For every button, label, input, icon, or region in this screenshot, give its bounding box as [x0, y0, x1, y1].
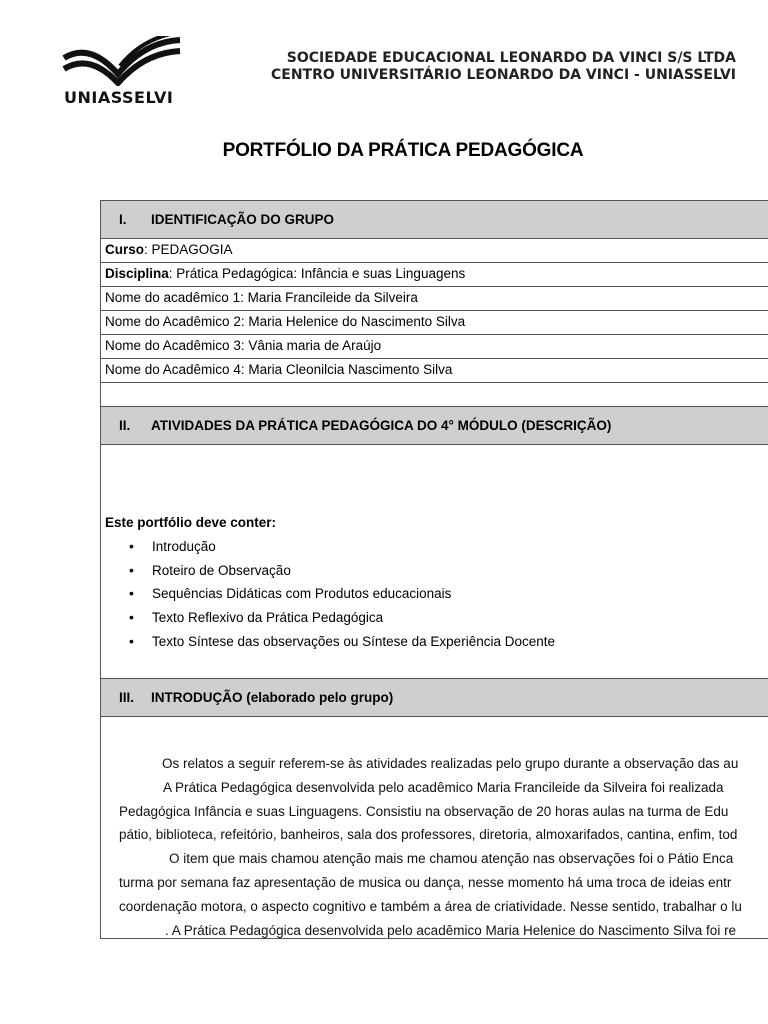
- list-item: • Roteiro de Observação: [101, 559, 555, 583]
- section-number: III.: [119, 690, 135, 705]
- section-3-header: [101, 679, 768, 717]
- list-item: • Texto Síntese das observações ou Síntese da Experiência Docente: [101, 630, 555, 654]
- document-title: PORTFÓLIO DA PRÁTICA PEDAGÓGICA: [222, 140, 584, 161]
- section-2-body: [101, 445, 768, 679]
- paragraph-line: pátio, biblioteca, refeitório, banheiros, sala dos professores, diretoria, almoxarifados, cantina, enfim, tod: [119, 827, 738, 842]
- academico-row: Nome do Acadêmico 2: Maria Helenice do Nascimento Silva: [101, 311, 768, 335]
- org-line-1: SOCIEDADE EDUCACIONAL LEONARDO DA VINCI S/S LTDA: [286, 50, 736, 66]
- org-line-2: CENTRO UNIVERSITÁRIO LEONARDO DA VINCI - UNIASSELVI: [270, 67, 736, 83]
- list-item: • Sequências Didáticas com Produtos educacionais: [101, 582, 555, 606]
- blank-row: [101, 383, 768, 407]
- introduction-body: [101, 717, 768, 939]
- section-number: I.: [119, 212, 127, 227]
- list-item: • Texto Reflexivo da Prática Pedagógica: [101, 606, 555, 630]
- academico-row: Nome do Acadêmico 3: Vânia maria de Araújo: [101, 335, 768, 359]
- paragraph-line: Os relatos a seguir referem-se às atividades realizadas pelo grupo durante a observação das au: [162, 756, 739, 771]
- disciplina-row: [101, 263, 768, 287]
- section-number: II.: [119, 418, 131, 433]
- uniasselvi-logo: [62, 36, 184, 108]
- paragraph-line: coordenação motora, o aspecto cognitivo e também a área de criatividade. Nesse sentido, trabalhar o lu: [119, 899, 742, 914]
- curso-row: [101, 239, 768, 263]
- logo-text: UNIASSELVI: [64, 88, 174, 107]
- academico-row: Nome do Acadêmico 4: Maria Cleonilcia Nascimento Silva: [101, 359, 768, 383]
- section-heading: ATIVIDADES DA PRÁTICA PEDAGÓGICA DO 4° MÓDULO (DESCRIÇÃO): [151, 418, 612, 433]
- paragraph-line: turma por semana faz apresentação de musica ou dança, nesse momento há uma troca de ideias entr: [119, 875, 732, 890]
- section-heading: INTRODUÇÃO (elaborado pelo grupo): [151, 690, 394, 705]
- organization-name: [271, 50, 736, 84]
- paragraph-line: O item que mais chamou atenção mais me chamou atenção nas observações foi o Pátio Enca: [169, 851, 734, 866]
- book-wings-icon: [62, 36, 184, 86]
- disciplina-value: : Prática Pedagógica: Infância e suas Linguagens: [168, 266, 466, 281]
- curso-label: Curso: [105, 242, 145, 257]
- section-heading: IDENTIFICAÇÃO DO GRUPO: [151, 212, 335, 227]
- contain-label: Este portfólio deve conter:: [105, 515, 277, 530]
- section-2-header: [101, 407, 768, 445]
- portfolio-table: [100, 200, 768, 939]
- paragraph-line: Pedagógica Infância e suas Linguagens. Consistiu na observação de 20 horas aulas na turma de Edu: [119, 804, 729, 819]
- disciplina-label: Disciplina: [105, 266, 169, 281]
- list-item: • Introdução: [101, 535, 555, 559]
- curso-value: : PEDAGOGIA: [144, 242, 233, 257]
- academico-row: Nome do acadêmico 1: Maria Francileide da Silveira: [101, 287, 768, 311]
- section-1-header: [101, 201, 768, 239]
- portfolio-items-list: [101, 535, 555, 653]
- paragraph-line: A Prática Pedagógica desenvolvida pelo acadêmico Maria Francileide da Silveira foi realizada: [163, 780, 724, 795]
- paragraph-line: . A Prática Pedagógica desenvolvida pelo acadêmico Maria Helenice do Nascimento Silva foi re: [165, 923, 737, 938]
